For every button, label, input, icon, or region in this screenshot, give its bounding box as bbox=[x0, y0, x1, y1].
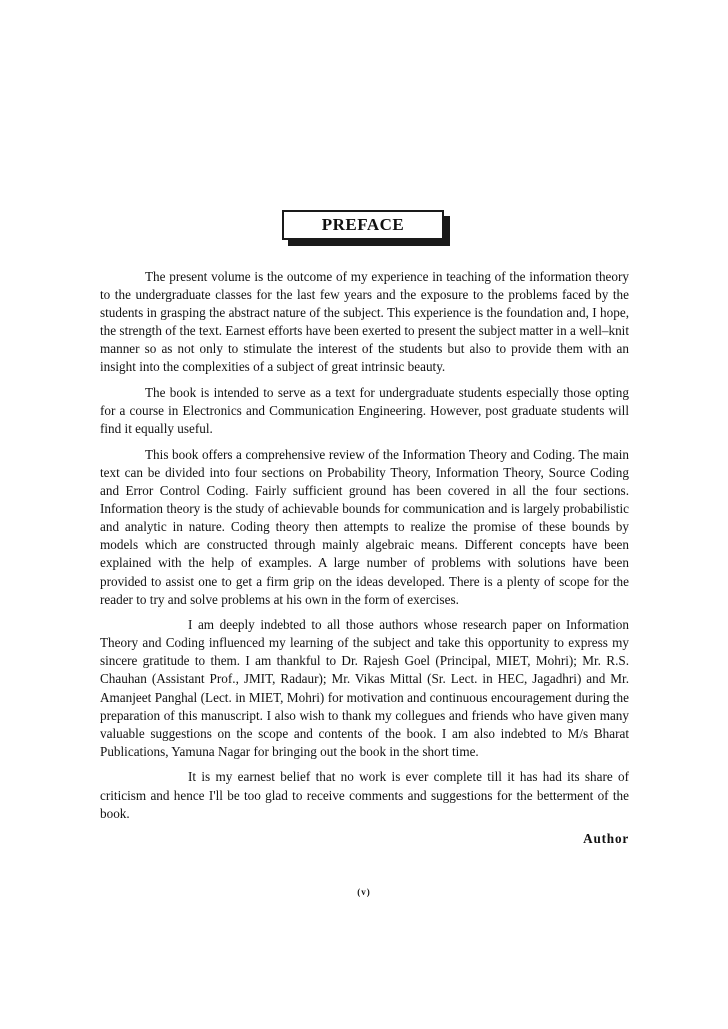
page-number: (v) bbox=[357, 887, 371, 897]
paragraph-feedback: It is my earnest belief that no work is ever complete till it has had its share of criticism and hence I'll be too glad to receive comments and suggestions for the betterment of the book. bbox=[100, 769, 629, 821]
preface-body bbox=[100, 268, 629, 848]
paragraph-audience: The book is intended to serve as a text for undergraduate students especially those opting for a course in Electronics and Communication Engineering. However, post graduate students will find it equally useful. bbox=[100, 385, 629, 437]
page-title: PREFACE bbox=[321, 215, 405, 234]
title-box-frame bbox=[282, 210, 444, 240]
paragraph-overview: This book offers a comprehensive review of the Information Theory and Coding. The main text can be divided into four sections on Probability Theory, Information Theory, Source Coding and Error Control Coding. Fairly sufficient ground has been covered in all the four sections. Information theory is the study of achievable bounds for communication and is largely probabilistic and analytic in nature. Coding theory then attempts to realize the promise of these bounds by models which are constructed through mainly algebraic means. Different concepts have been explained with the help of examples. A large number of problems with solutions have been provided to assist one to get a firm grip on the ideas developed. There is a plenty of scope for the reader to try and solve problems at his own in the form of exercises. bbox=[100, 446, 629, 607]
preface-title-box bbox=[282, 210, 452, 248]
paragraph-acknowledgements: I am deeply indebted to all those authors whose research paper on Information Theory and Coding influenced my learning of the subject and take this opportunity to express my sincere gratitude to them. I am thankful to Dr. Rajesh Goel (Principal, MIET, Mohri); Mr. R.S. Chauhan (Assistant Prof., JMIT, Radaur); Mr. Vikas Mittal (Sr. Lect. in HEC, Jagadhri) and Mr. Amanjeet Panghal (Lect. in MIET, Mohri) for motivation and continuous encouragement during the preparation of this manuscript. I also wish to thank my collegues and friends who have given many valuable suggestions on the scope and contents of the book. I am also indebted to M/s Bharat Publications, Yamuna Nagar for bringing out the book in the short time. bbox=[100, 617, 629, 759]
author-signature: Author bbox=[583, 831, 629, 847]
paragraph-intro: The present volume is the outcome of my experience in teaching of the information theory to the undergraduate classes for the last few years and the exposure to the problems faced by the students in grasping the abstract nature of the subject. This experience is the foundation and, I hope, the strength of the text. Earnest efforts have been exerted to present the subject matter in a well–knit manner so as not only to stimulate the interest of the students but also to provide them with an insight into the complexities of a subject of great intrinsic beauty. bbox=[100, 269, 629, 375]
